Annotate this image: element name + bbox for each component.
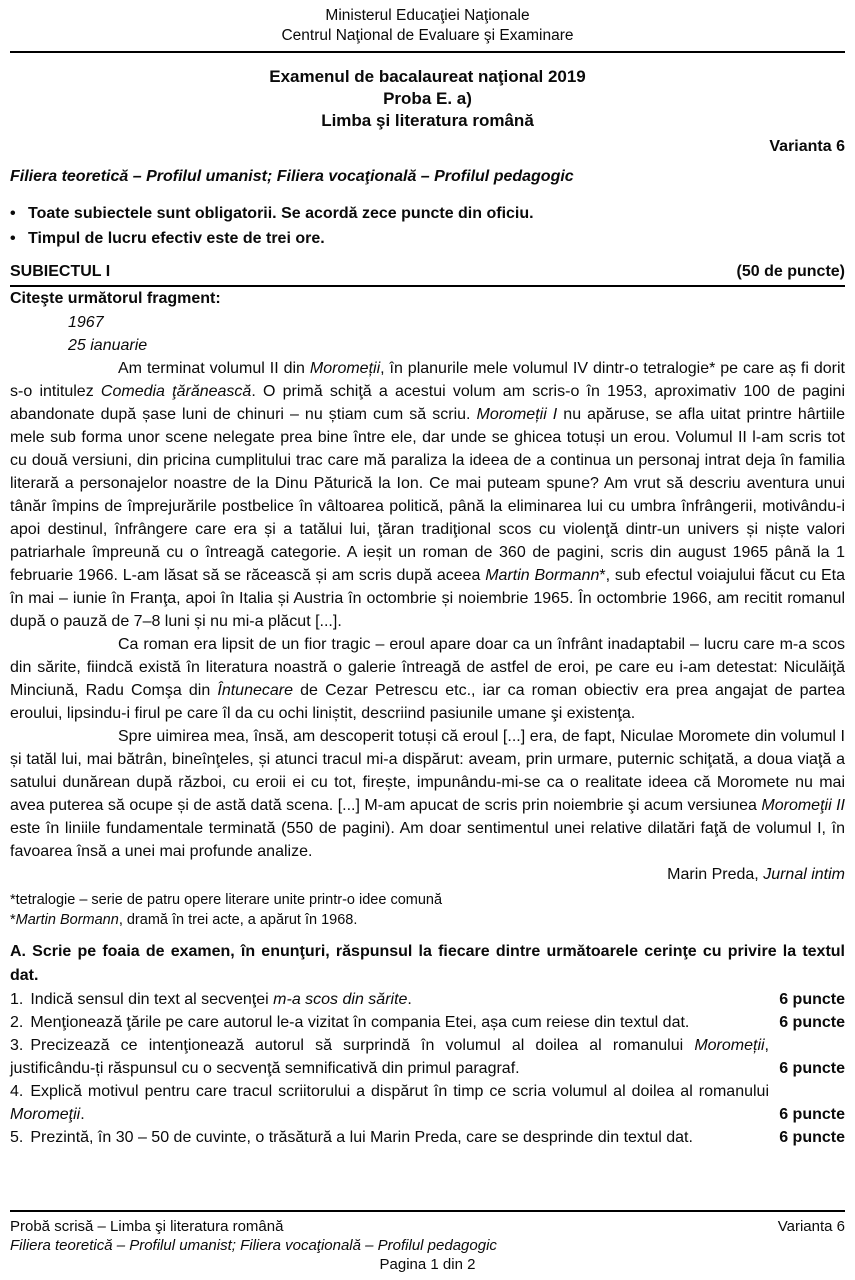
question-item-2 — [10, 1011, 845, 1034]
variant-label: Varianta 6 — [769, 138, 845, 155]
question-number: 3. — [10, 1037, 24, 1054]
question-item-1 — [10, 988, 845, 1011]
exam-probe: Proba E. a) — [383, 89, 472, 108]
ministry-name: Ministerul Educaţiei Naţionale — [325, 7, 530, 24]
question-text — [10, 988, 769, 1011]
evaluation-center-name: Centrul Naţional de Evaluare şi Examinare — [281, 27, 574, 44]
instruction-text: Toate subiectele sunt obligatorii. Se acordă zece puncte din oficiu. — [28, 205, 534, 222]
question-text — [10, 1126, 769, 1149]
question-text — [10, 1034, 769, 1080]
question-points: 6 puncte — [779, 1129, 845, 1146]
fragment-intro: Citeşte următorul fragment: — [10, 290, 221, 307]
fragment-paragraph: Ca roman era lipsit de un fior tragic – eroul apare doar ca un înfrânt inadaptabil – lucru care m-a scos din sărite, fiindcă există în literatura noastră o galerie întreagă de astfel de eroi, pe care eu i-am detestat: Niculăiţă Minciună, Radu Comşa din Întunecare de Cezar Petrescu etc., iar ca roman obiectiv era prea angajat de partea eroului, lipsindu-i firul pe care îl da cu ochi liniștit, descriind pasiunile umane şi existenţa. — [10, 636, 845, 722]
exam-title: Examenul de bacalaureat naţional 2019 — [269, 67, 586, 86]
question-points: 6 puncte — [779, 991, 845, 1008]
fragment-paragraph: Am terminat volumul II din Moromeții, în planurile mele volumul IV dintr-o tetralogie* pe care aș fi dorit s-o intitulez Comedia ţărănească. O primă schiţă a acestui volum am scris-o în 1953, aproximativ 100 de pagini abandonate după șase luni de chinuri – nu știam cum să scriu. Moromeții I nu apăruse, se afla uitat printre hârtiile mele sub forma unor scene nelegate prea bine între ele, dar unde se ghicea totuși un erou. Volumul II l-am scris tot cu două versiuni, din pricina cumplitului trac care mă paraliza la ideea de a continua un personaj intrat deja în familia literară a personajelor noastre de la Dinu Păturică la Ion. Ce mai puteam spune? Am vrut să descriu aventura unui tânăr împins de împrejurările postbelice în vâltoarea politică, până la eliminarea lui cu umbra înfrângerii, motivându-i apoi destinul, înfrângere care era și a tatălui lui, ţăran tradiţional scos cu violenţă dintr-un univers și niște valori patriarhale împreună cu o întreagă categorie. A ieșit un roman de 360 de pagini, scris din august 1965 până la 1 februarie 1966. L-am lăsat să se răcească și am scris după aceea Martin Bormann*, sub efectul voiajului făcut cu Eta în mai – iunie în Franţa, apoi în Italia și Austria în octombrie și noiembrie 1965. În octombrie 1966, am recitit romanul după o pauză de 7–8 luni și nu mi-a plăcut [...]. — [10, 360, 846, 630]
question-item-5 — [10, 1126, 845, 1149]
bullet-icon: • — [10, 205, 16, 222]
subject-label: SUBIECTUL I — [10, 263, 111, 280]
question-number: 2. — [10, 1014, 24, 1031]
question-body: Prezintă, în 30 – 50 de cuvinte, o trăsătură a lui Marin Preda, care se desprinde din textul dat. — [30, 1129, 693, 1146]
footnotes — [10, 890, 845, 930]
dateline — [68, 311, 845, 357]
question-item-3 — [10, 1034, 845, 1080]
question-body: Indică sensul din text al secvenţei m-a scos din sărite. — [30, 991, 412, 1008]
document-header — [10, 6, 845, 53]
footer-variant: Varianta 6 — [777, 1218, 845, 1235]
subject-heading-row — [10, 260, 845, 287]
subject-points: (50 de puncte) — [736, 263, 845, 280]
dateline-year: 1967 — [68, 314, 104, 331]
question-body: Explică motivul pentru care tracul scriitorului a dispărut în timp ce scria volumul al doilea al romanului Moromeţii. — [10, 1083, 769, 1123]
question-number: 1. — [10, 991, 24, 1008]
filiera-line: Filiera teoretică – Profilul umanist; Filiera vocaţională – Profilul pedagogic — [10, 168, 574, 185]
question-points: 6 puncte — [779, 1106, 845, 1123]
question-points: 6 puncte — [779, 1060, 845, 1077]
question-text — [10, 1011, 769, 1034]
exam-subject-name: Limba şi literatura română — [321, 111, 534, 130]
footer-exam-name: Probă scrisă – Limba şi literatura română — [10, 1218, 284, 1235]
question-number: 5. — [10, 1129, 24, 1146]
document-footer — [10, 1210, 845, 1274]
footnote: *tetralogie – serie de patru opere literare unite printr-o idee comună — [10, 892, 443, 908]
question-body: Menţionează ţările pe care autorul le-a vizitat în compania Etei, așa cum reiese din textul dat. — [30, 1014, 690, 1031]
footnote: *Martin Bormann, dramă în trei acte, a apărut în 1968. — [10, 912, 358, 928]
instruction-item — [10, 226, 845, 251]
fragment-paragraph: Spre uimirea mea, însă, am descoperit totuși că eroul [...] era, de fapt, Niculae Moromete din volumul I și tatăl lui, mai bătrân, bineînţeles, și atunci tracul mi-a dispărut: aveam, prin urmare, puternic schiţată, a doua viaţă a satului dunărean după război, cu eroii ei cu tot, firește, impunându-mi-se ca o realitate ideea că Moromete nu mai avea puterea să ocupe și de astă dată scena. [...] M-am apucat de scris prin noiembrie şi acum versiunea Moromeţii II este în liniile fundamentale terminată (550 de pagini). Am doar sentimentul unei relative dilatări faţă de volumul I, în favoarea însă a unei mai profunde analize. — [10, 728, 846, 860]
exam-title-block — [10, 66, 845, 132]
question-item-4 — [10, 1080, 845, 1126]
question-number: 4. — [10, 1083, 24, 1100]
dateline-day: 25 ianuarie — [68, 337, 148, 354]
footer-filiera: Filiera teoretică – Profilul umanist; Filiera vocaţională – Profilul pedagogic — [10, 1237, 497, 1254]
bullet-icon: • — [10, 230, 16, 247]
footer-row-1 — [10, 1217, 845, 1236]
author-attribution: Marin Preda, Jurnal intim — [667, 866, 845, 883]
question-body: Precizează ce intenţionează autorul să surprindă în volumul al doilea al romanului Moromeții, justificându-ți răspunsul cu o secvenţă semnificativă din primul paragraf. — [10, 1037, 769, 1077]
question-points: 6 puncte — [779, 1014, 845, 1031]
instruction-item — [10, 201, 845, 226]
footer-page-number: Pagina 1 din 2 — [379, 1256, 476, 1273]
section-a — [10, 940, 845, 1149]
section-a-heading: A. Scrie pe foaia de examen, în enunţuri, răspunsul la fiecare dintre următoarele cerinţe cu privire la textul dat. — [10, 943, 845, 984]
fragment-text — [10, 357, 845, 863]
instructions-list — [10, 201, 845, 251]
instruction-text: Timpul de lucru efectiv este de trei ore. — [28, 230, 325, 247]
question-text — [10, 1080, 769, 1126]
